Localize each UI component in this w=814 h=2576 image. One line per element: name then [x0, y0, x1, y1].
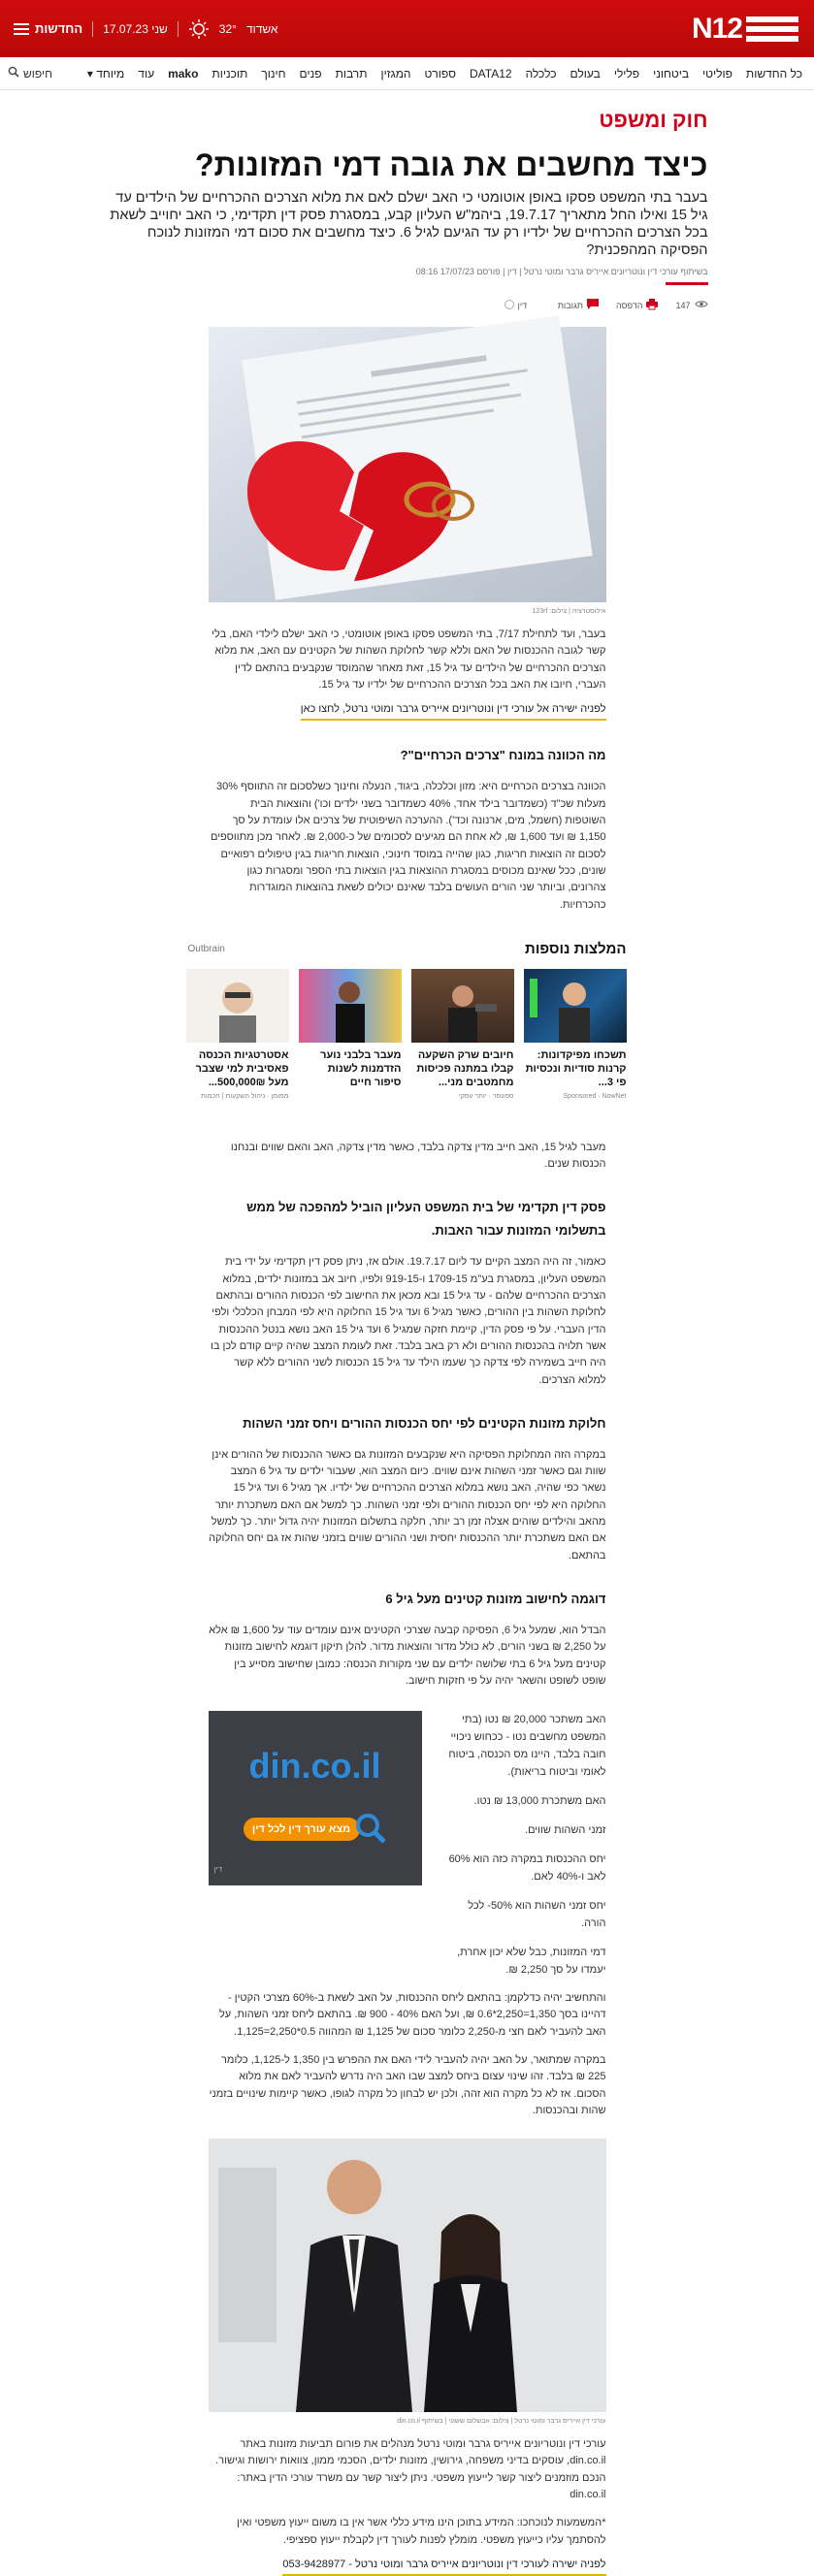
- article-tools: [558, 299, 708, 311]
- recommendations-header: [188, 941, 627, 957]
- nav-item-magazine[interactable]: המגזין: [380, 66, 411, 80]
- example-with-ad: [209, 1699, 606, 1979]
- header-info: [14, 18, 277, 40]
- nav-item-criminal[interactable]: פלילי: [613, 66, 640, 80]
- disclaimer: *המשמעות לנוכחכו: המידע בתוכן הינו מידע כללי אשר אין בו משום ייעוץ משפטי ואין להסתמך עליו כייעוץ משפטי. מומלץ לפנות לעורך דין לקבלת ייעוץ ספציפי.: [236, 2517, 606, 2546]
- promo-source: ממומן · ניהול השקעות | חכמות: [201, 1092, 289, 1100]
- article-body: [209, 627, 606, 914]
- example-line: האב משתכר 20,000 ₪ נטו (בתי המשפט מחשבים נטו - ככחוש ניכויי חובה בלבד, היינו מס הכנסה, ביטוח לאומי וביטוח בריאות).: [448, 1714, 606, 1779]
- article: [107, 108, 708, 2576]
- nav-item-mako[interactable]: mako: [168, 66, 199, 80]
- nav-item-world[interactable]: בעולם: [570, 66, 601, 80]
- views-counter: [675, 300, 707, 310]
- comments-label: תגובות: [557, 300, 584, 310]
- broken-heart-illustration: [209, 327, 606, 602]
- example-line: יחס זמני השהות הוא 50%- לכל הורה.: [468, 1900, 606, 1930]
- subheading: חלוקת מזונות הקטינים לפי יחס הכנסות ההורים ויחס זמני השהות: [243, 1415, 606, 1431]
- ad-logo: din.co.il: [248, 1746, 381, 1787]
- news-menu-button[interactable]: [14, 21, 82, 36]
- paragraph: מעבר לגיל 15, האב חייב מדין צדקה בלבד, כאשר מדין צדקה, האב והאם שווים ובנחנו הכנסות שנים.: [230, 1141, 606, 1171]
- hero-image: [209, 327, 606, 602]
- paragraph: במקרה שמתואר, על האב יהיה להעביר לידי האם את ההפרש בין 1,350 ל-1,125, כלומר 225 ₪ בלבד. זהו שינוי עצום ביחס למצב שבו האב היה נדרש להעביר לאם את מלוא הסכום. אז לא כל מקרה הוא זהה, ולכן יש לבחון כל מקרה לגופו, כאשר קיימות שינויים בזמני שהות ובהכנסות.: [209, 2053, 606, 2116]
- example-line: דמי המזונות, כבל שלא יכון אחרת, יעמדו על סך 2,250 ₪.: [457, 1947, 606, 1977]
- nav-item-special[interactable]: [87, 67, 124, 80]
- nav-item-security[interactable]: ביטחוני: [653, 66, 690, 80]
- hero-caption: אילוסטרציה | צילום: 123rf: [532, 608, 606, 615]
- search-label: חיפוש: [23, 66, 52, 80]
- logo-flag-icon: [746, 16, 798, 42]
- example-line: יחס ההכנסות במקרה כזה הוא 60% לאב ו-40% לאם.: [448, 1853, 606, 1884]
- main-nav: [0, 57, 814, 90]
- share-button[interactable]: [505, 300, 528, 311]
- outbrain-logo[interactable]: Outbrain: [187, 943, 225, 954]
- ad-cta-button[interactable]: מצא עורך דין לכל דין: [244, 1818, 360, 1841]
- share-circle-icon: [505, 300, 514, 311]
- comments-button[interactable]: [558, 299, 599, 311]
- lawyers-portrait: [209, 2139, 606, 2412]
- paragraph: כאמור, זה היה המצב הקיים עד ליום 19.7.17. אולם אז, ניתן פסק דין תקדימי על ידי בית המשפט העליון, במסגרת בע"מ 1709-15 ו-919-15 ולפיו, חיוב אב במזונות ילדים, במלוא הצרכים ההכרחיים שלהם - עד גיל 15 ובא מכאן את החישוב לפי הכנסות ההורים ובהתאם לחלוקת השהות בין ההורים, כאשר מגיל 6 ועד גיל 15 החלוקה היא לפי המבחן הכלכלי ולפי הדין העברי. על פי פסק הדין, קיימת חזקה שמגיל 6 ועד גיל 15 האב נושא בנטל ההכנסות אשר תלויה בהכנסות ההורים ולא רק באב בלבד. זאת לעומת המצב שהיה קיים קודם לכן בו היה חייב בשמירה לפי צדקה כך שעמו הילד עד גיל 15 הכנסות לשני ההורים ללא קשר למלוא הצרכים.: [211, 1256, 606, 1386]
- print-button[interactable]: [616, 299, 658, 311]
- print-label: הדפסה: [616, 300, 643, 310]
- promo-title: אסטרטגיות הכנסה פאסיבית למי שצבר מעל 500,000₪...: [195, 1048, 289, 1088]
- search-icon: [8, 66, 19, 80]
- photo-caption: עורכי דין אייריס גרבר ומוטי נרטל | צילום: אבשלום ששוני | בשיתוף din.co.il: [397, 2418, 606, 2426]
- nav-item-shows[interactable]: תוכניות: [212, 66, 248, 80]
- promo-source: ספונסר · יותר עסקי: [458, 1092, 514, 1100]
- promo-image: [299, 969, 402, 1043]
- n12-logo[interactable]: [692, 13, 798, 46]
- nav-item-all-news[interactable]: כל החדשות: [745, 66, 802, 80]
- subheading: מה הכוונה במונח "צרכים הכרחיים"?: [400, 748, 606, 763]
- nav-item-sport[interactable]: ספורט: [424, 66, 456, 80]
- promo-title: תשכחו מפיקדונות: קרנות סודיות ונכסיות פי 3...: [525, 1048, 627, 1088]
- eye-icon: [695, 300, 708, 310]
- nav-item-politics[interactable]: פוליטי: [702, 66, 733, 80]
- views-count: 147: [675, 300, 691, 310]
- red-divider: [666, 282, 708, 285]
- subheading: דוגמה לחישוב מזונות קטינים מעל גיל 6: [385, 1591, 606, 1606]
- promo-image: [411, 969, 514, 1043]
- news-label: החדשות: [35, 21, 83, 36]
- chevron-down-icon: ▾: [86, 66, 93, 80]
- share-label: דין: [517, 300, 528, 310]
- city-name: אשדוד: [245, 21, 278, 36]
- comment-icon: [587, 299, 599, 311]
- lawyers-photo: [209, 2139, 606, 2412]
- example-line: האם משתכרת 13,000 ₪ נטו.: [473, 1795, 606, 1808]
- contact-lawyers-link[interactable]: לפניה ישירה אל עורכי דין ונוטריונים אייריס גרבר ומוטי נרטל, לחצו כאן: [301, 701, 606, 721]
- sun-icon: [188, 18, 210, 40]
- article-footer-text: [209, 2436, 606, 2576]
- promo-card[interactable]: [299, 969, 402, 1101]
- subheading: פסק דין תקדימי של בית המשפט העליון הוביל למהפכה של ממש בתשלומי המזונות עבור האבות.: [246, 1200, 606, 1239]
- din-advertisement[interactable]: [209, 1711, 422, 1885]
- temperature: 32°: [218, 21, 237, 36]
- promo-image: [524, 969, 627, 1043]
- divider: [178, 21, 179, 37]
- current-date: שני 17.07.23: [103, 21, 168, 36]
- article-body-continued: [209, 1140, 606, 2119]
- nav-item-data12[interactable]: DATA12: [469, 66, 512, 80]
- promo-source: Sponsored · NowNet: [563, 1092, 627, 1100]
- promo-card[interactable]: [186, 969, 289, 1101]
- example-line: זמני השהות שווים.: [525, 1824, 606, 1837]
- promo-title: חיובים שרק השקעה קבלו במתנה פכיסות מחמטבים מני...: [416, 1048, 514, 1088]
- paragraph: והתחשיב יהיה כדלקמן: בהתאם ליחס ההכנסות, על האב לשאת ב-60% מצרכי הקטין - דהיינו בסך 1,350=2,250*0.6 ₪, ועל האם 40% - 900 ₪. בהתאם ליחס זמני השהות, על האב להעביר לאם חצי מ-2,250 כלומר סכום של 1,125 ₪ המהווה 0.5*2,250=1,125.: [218, 1992, 606, 2038]
- article-subtitle: בעבר בתי המשפט פסקו באופן אוטומטי כי האב ישלם לאם את מלוא הצרכים ההכרחיים של הילדים עד גיל 15 ואילו החל מתאריך 19.7.17, ביהמ"ש העליון קבע, במסגרת פסק דין תקדימי, כי האב יחוייב לשאת בכל הצרכים ההכרחיים של ילדיו רק עד הגיעם לגיל 6. כיצד מחשבים את סכום דמי המזונות לנוכח הפסיקה המהפכנית?: [110, 190, 708, 258]
- special-label: מיוחד: [96, 66, 125, 80]
- search-button[interactable]: [8, 66, 52, 80]
- promo-title: מעבר בלבני נוער הזדמנות לשנות סיפור חיים: [320, 1048, 402, 1088]
- ad-side-label: דין: [213, 1864, 223, 1874]
- nav-item-economy[interactable]: כלכלה: [525, 66, 557, 80]
- phone-contact-link[interactable]: לפניה ישירה לעורכי דין ונוטריונים אייריס גרבר ומוטי נרטל - 053-9428977: [282, 2557, 605, 2576]
- promo-card[interactable]: [411, 969, 514, 1101]
- recommendations-title: המלצות נוספות: [525, 940, 627, 957]
- nav-item-culture[interactable]: תרבות: [335, 66, 368, 80]
- article-toolbar: [107, 299, 708, 311]
- paragraph: הכוונה בצרכים הכרחיים היא: מזון וכלכלה, ביגוד, הנעלה וחינוך כשלסכום זה התווסף 30% מעלות שכ"ד (כשמדובר בילד אחד, 40% כשמדובר בשני ילדים וכו') והוצאות הבית השוטפות (חשמל, מים, ארנונה וכד'). ההערכה השיפוטית של צרכים אלו עומדת על סך 1,150 ₪ ועד 1,600 ₪, לא אחת הם מגיעים לסכומים של כ-2,000 ₪. לאחר מכן מתווספים לסכום זה הוצאות חריגות, כגון שהייה במוסד חינוכי, הוצאות חריגות בגין טיפולים רפואיים שונים, ככל שאינם מכוסים במסגרת ההוצאות בגין הוצאות בתי הספר ומסגרות כגון צהרונים, וביותר שני הורים העושים בלבד שאינם יכולים לשאת בהוצאות המוגדרות כהכרחיות.: [210, 781, 606, 911]
- nav-items: [87, 67, 802, 80]
- nav-item-more[interactable]: עוד: [138, 66, 155, 80]
- top-header: [0, 0, 814, 57]
- hamburger-icon: [14, 23, 29, 35]
- paragraph: בעבר, ועד לתחילת 7/17, בתי המשפט פסקו באופן אוטומטי, כי האב ישלם לילדי האם, בלי קשר לגובה ההכנסות של האם וללא קשר לחלוקת השהות של הקטינים עם האב, את מלוא הצרכים ההכרחיים של הילדים עד גיל 15, זאת מאחר שהמוסד שנקבעים בהתאם לדין העברי, חיובו את האב בכל הצרכים ההכרחיים של ילדיו עד גיל 15.: [212, 628, 606, 691]
- promo-card[interactable]: [524, 969, 627, 1101]
- divider: [92, 21, 93, 37]
- nav-item-interior[interactable]: פנים: [299, 66, 322, 80]
- recommendations-grid: [188, 969, 627, 1101]
- printer-icon: [646, 299, 658, 311]
- promo-image: [186, 969, 289, 1043]
- paragraph: הבדל הוא, שמעל גיל 6, הפסיקה קבעה שצרכי הקטינים אינם עומדים עוד על 1,600 ₪ אלא על 2,250 ₪ בשני הורים, לא כולל מדור והוצאות מדור. להלן תיקון דוגמא לחישוב מזונות קטינים מעל גיל 6 בתי שלושה ילדים עם שני מקורות הכנסה: כמובן שחישוב מסייע בין שופט לשופט והשאר יהיה על פי חזקות חישוב.: [209, 1624, 606, 1687]
- section-title[interactable]: חוק ומשפט: [599, 108, 708, 132]
- nav-item-education[interactable]: חינוך: [261, 66, 286, 80]
- example-calculation: [445, 1699, 606, 1979]
- article-headline: כיצד מחשבים את גובה דמי המזונות?: [195, 147, 708, 182]
- byline: בשיתוף עורכי דין ונוטריונים אייריס גרבר ומוטי נרטל | דין | פורסם 17/07/23 08:16: [415, 267, 708, 276]
- paragraph: עורכי דין ונוטריונים אייריס גרבר ומוטי נרטל מנהלים את פורום תביעות מזונות באתר din.co.il, עוסקים בדיני משפחה, גירושין, מזונות ילדים, הסכמי ממון, צוואות ירושות וגישור. הנכם מוזמנים ליצור קשר לייעוץ משפטי. ניתן ליצור קשר עם משרד עורכי הדין באתר: din.co.il: [215, 2438, 606, 2501]
- paragraph: במקרה הזה המחלוקת הפסיקה היא שנקבעים המזונות גם כאשר ההכנסות של ההורים אינן שוות וגם כאשר זמני השהות אינם שווים. כיום המצב הוא, שעבור ילדים עד גיל 6 המצב נשאר כפי שהיה, האב נושא במלוא הצרכים ההכרחיים של ילדיו. אך מגיל 6 ועד גיל 15 החלוקה היא לפי יחס הכנסות ההורים ולפי זמני השהות. כך למשל אם האם משתכרת יותר מהאב והילדים שוהים אצלה זמן רב יותר, חלקה בתשלום המזונות יהיה גדול יותר. כך למשל אם האם משתכרת יותר ההכנסות יחסית ושני ההורים שווים בזמני שהות אז גם יחס החלוקה בהתאם.: [209, 1448, 606, 1562]
- logo-text: N12: [691, 12, 742, 45]
- magnifier-icon: [354, 1812, 387, 1851]
